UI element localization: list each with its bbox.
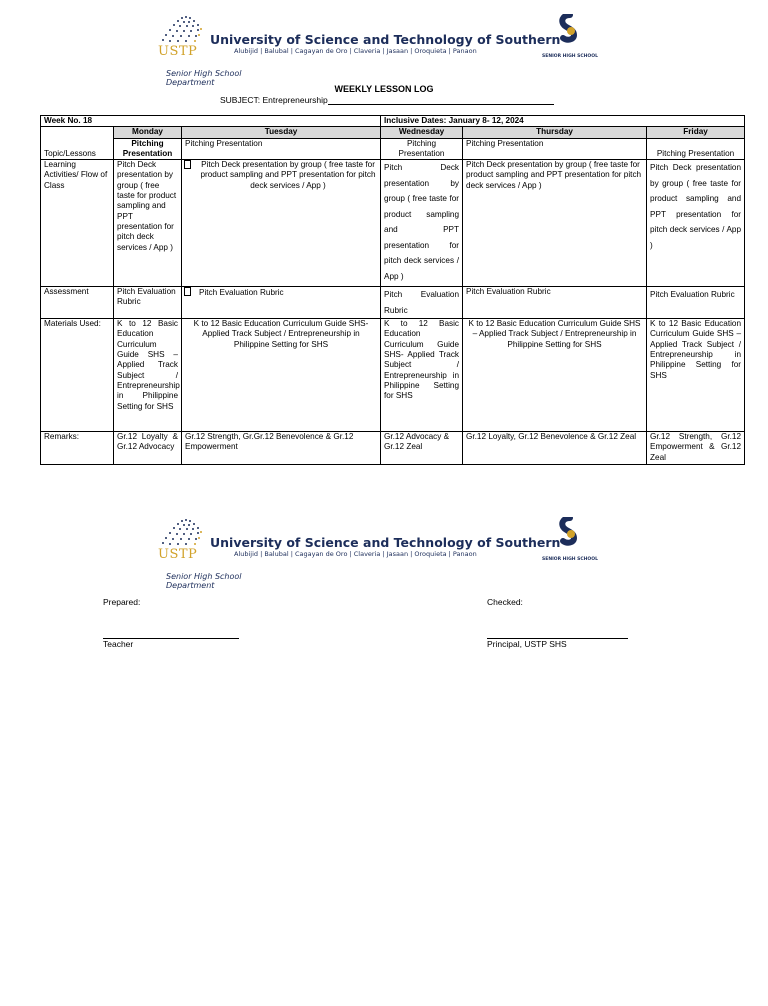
row-label-activities: Learning Activities/ Flow of Class [41, 160, 114, 287]
day-thursday: Thursday [463, 127, 647, 138]
materials-friday: K to 12 Basic Education Curriculum Guide SHS – Applied Track Subject / Entrepreneurship in Philippine Setting for SHS [647, 319, 745, 432]
assessment-tuesday-cell [182, 287, 381, 319]
shs-logo-caption: SENIOR HIGH SCHOOL [542, 54, 598, 59]
day-monday: Monday [114, 127, 182, 138]
topic-monday: Pitching Presentation [114, 138, 182, 160]
assessment-wednesday: Pitch Evaluation Rubric [381, 287, 463, 319]
topic-wednesday: Pitching Presentation [381, 138, 463, 160]
week-row [41, 116, 745, 127]
assessment-thursday: Pitch Evaluation Rubric [463, 287, 647, 319]
row-label-assessment: Assessment [41, 287, 114, 319]
weekly-lesson-log-table [40, 115, 745, 465]
remarks-wednesday: Gr.12 Advocacy & Gr.12 Zeal [381, 432, 463, 465]
remarks-friday: Gr.12 Strength, Gr.12 Empowerment & Gr.12 Zeal [647, 432, 745, 465]
ustp-logo-text: USTP [158, 547, 198, 562]
row-label-topic: Topic/Lessons [41, 138, 114, 160]
assessment-friday: Pitch Evaluation Rubric [647, 287, 745, 319]
materials-row [41, 319, 745, 432]
day-wednesday: Wednesday [381, 127, 463, 138]
teacher-label: Teacher [103, 639, 134, 649]
materials-tuesday: K to 12 Basic Education Curriculum Guide SHS- Applied Track Subject / Entrepreneurship in Philippine Setting for SHS [182, 319, 381, 432]
activities-tuesday: Pitch Deck presentation by group ( free taste for product sampling and PPT presentation for pitch deck services / App ) [200, 160, 376, 190]
materials-thursday: K to 12 Basic Education Curriculum Guide SHS – Applied Track Subject / Entrepreneurship in Philippine Setting for SHS [463, 319, 647, 432]
subject-line [220, 95, 554, 105]
shs-logo [540, 517, 600, 569]
document-title: WEEKLY LESSON LOG [334, 84, 434, 94]
remarks-thursday: Gr.12 Loyalty, Gr.12 Benevolence & Gr.12 Zeal [463, 432, 647, 465]
university-name: University of Science and Technology of Southern [210, 535, 561, 550]
assessment-monday: Pitch Evaluation Rubric [114, 287, 182, 319]
topic-friday: Pitching Presentation [647, 138, 745, 160]
shs-logo-caption: SENIOR HIGH SCHOOL [542, 557, 598, 562]
bullet-checkbox-icon [184, 160, 191, 169]
row-label-materials: Materials Used: [41, 319, 114, 432]
principal-label: Principal, USTP SHS [487, 639, 567, 649]
shs-logo [540, 14, 600, 66]
topic-row [41, 138, 745, 160]
activities-friday: Pitch Deck presentation by group ( free taste for product sampling and PPT presentation for pitch deck services / App ) [647, 160, 745, 287]
day-header-blank [41, 127, 114, 138]
remarks-tuesday: Gr.12 Strength, Gr.Gr.12 Benevolence & Gr.12 Empowerment [182, 432, 381, 465]
topic-tuesday: Pitching Presentation [182, 138, 381, 160]
activities-wednesday: Pitch Deck presentation by group ( free taste for product sampling and PPT presentation for pitch deck services / App ) [381, 160, 463, 287]
activities-thursday: Pitch Deck presentation by group ( free taste for product sampling and PPT presentation for pitch deck services / App ) [463, 160, 647, 287]
materials-wednesday: K to 12 Basic Education Curriculum Guide SHS- Applied Track Subject / Entrepreneurship in Philippine Setting for SHS [381, 319, 463, 432]
assessment-tuesday: Pitch Evaluation Rubric [199, 288, 284, 298]
shs-logo-icon [558, 517, 582, 551]
row-label-remarks: Remarks: [41, 432, 114, 465]
campus-list: Alubijid | Balubal | Cagayan de Oro | Claveria | Jasaan | Oroquieta | Panaon [234, 550, 477, 558]
bullet-checkbox-icon [184, 287, 191, 296]
prepared-label: Prepared: [103, 597, 141, 607]
checked-label: Checked: [487, 597, 523, 607]
campus-list: Alubijid | Balubal | Cagayan de Oro | Claveria | Jasaan | Oroquieta | Panaon [234, 47, 477, 55]
assessment-row [41, 287, 745, 319]
university-name: University of Science and Technology of Southern [210, 32, 561, 47]
remarks-row [41, 432, 745, 465]
day-friday: Friday [647, 127, 745, 138]
activities-row [41, 160, 745, 287]
activities-monday: Pitch Deck presentation by group ( free taste for product sampling and PPT presentation for pitch deck services / App ) [114, 160, 182, 287]
university-header [158, 14, 618, 86]
inclusive-dates: Inclusive Dates: January 8- 12, 2024 [381, 116, 745, 127]
topic-thursday: Pitching Presentation [463, 138, 647, 160]
week-number: Week No. 18 [41, 116, 381, 127]
subject-label: SUBJECT: Entrepreneurship [220, 95, 328, 105]
day-tuesday: Tuesday [182, 127, 381, 138]
materials-monday: K to 12 Basic Education Curriculum Guide SHS – Applied Track Subject / Entrepreneurship in Philippine Setting for SHS [114, 319, 182, 432]
university-header-bottom [158, 517, 618, 589]
department-name: Senior High School Department [166, 69, 242, 87]
day-header-row [41, 127, 745, 138]
department-name: Senior High School Department [166, 572, 242, 590]
remarks-monday: Gr.12 Loyalty & Gr.12 Advocacy [114, 432, 182, 465]
activities-tuesday-cell [182, 160, 381, 287]
subject-blank [328, 96, 554, 105]
ustp-logo-text: USTP [158, 44, 198, 59]
shs-logo-icon [558, 14, 582, 48]
